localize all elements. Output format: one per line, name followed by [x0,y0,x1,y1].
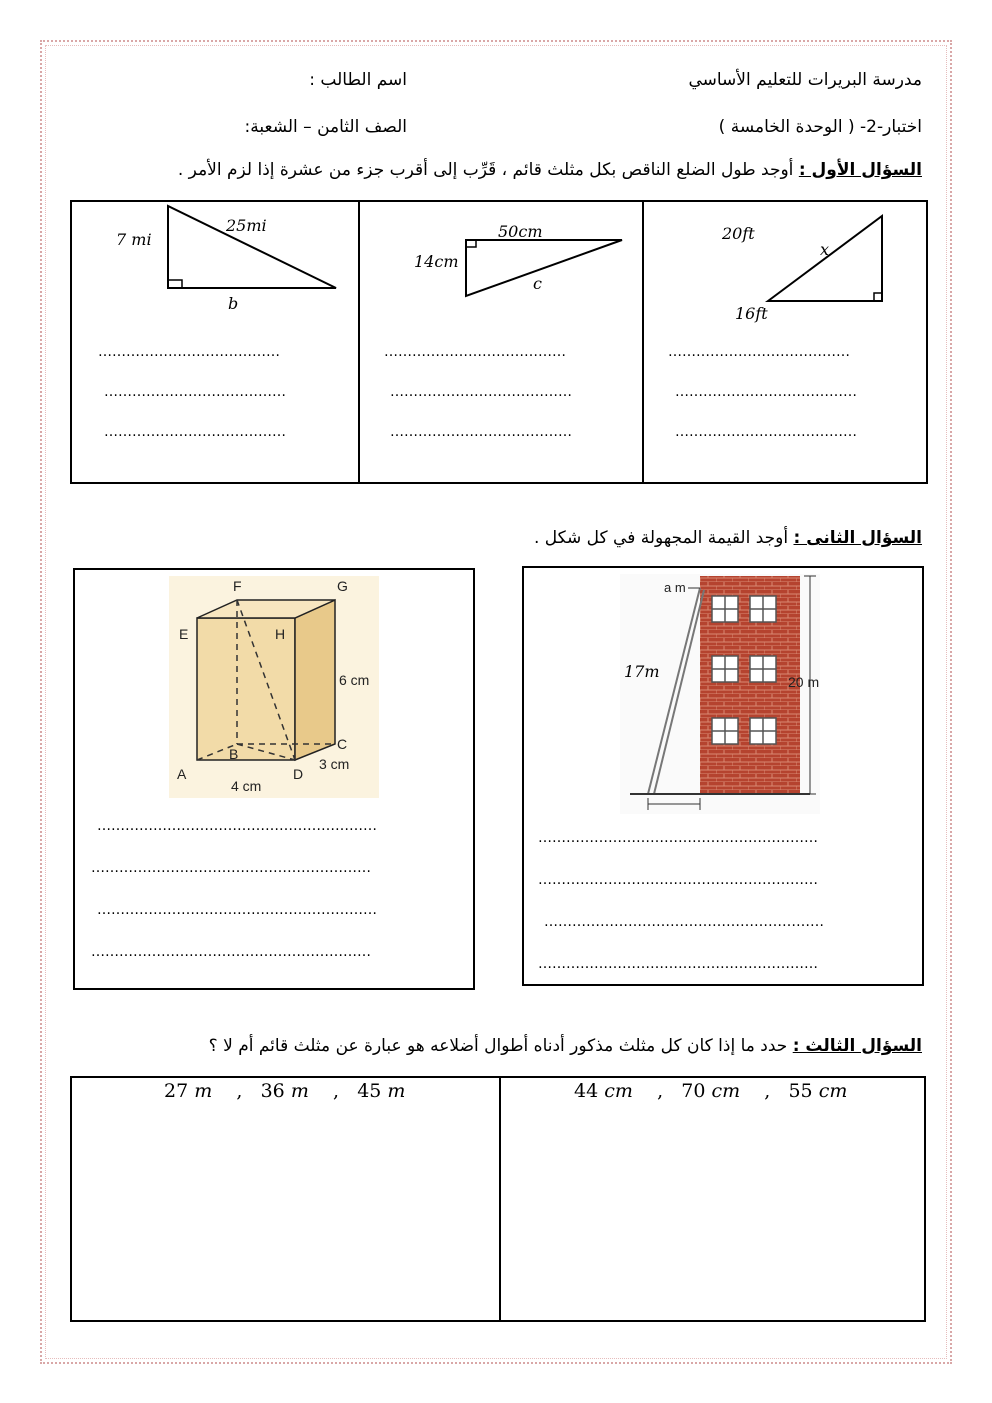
answer-line[interactable]: ………………………………… [390,424,572,440]
tri3-hypotenuse: 25mi [226,216,267,235]
tri3-side: 7 mi [116,230,152,249]
vertex-A: A [177,766,187,782]
vertex-G: G [337,578,348,594]
answer-line[interactable]: ………………………………… [668,344,850,360]
answer-line[interactable]: ………………………………… [104,384,286,400]
prism-height: 6 cm [339,672,370,688]
answer-line[interactable]: …………………………………………………… [91,944,371,960]
triangle-3 [72,202,358,332]
vertex-F: F [233,578,242,594]
q1-text: أوجد طول الضلع الناقص بكل مثلث قائم ، قَرِّب إلى أقرب جزء من عشرة إذا لزم الأمر . [177,160,794,180]
building-figure [620,574,820,814]
prism-width: 3 cm [319,756,350,772]
tri2-side: 14cm [414,252,459,271]
vertex-B: B [229,746,239,762]
answer-line[interactable]: ………………………………… [675,424,857,440]
tri1-base: 16ft [735,304,768,323]
answer-line[interactable]: ………………………………… [104,424,286,440]
triangle-1 [642,202,928,332]
vertex-C: C [337,736,348,752]
q3-table [70,1076,926,1322]
q1-table [70,200,928,484]
answer-line[interactable]: …………………………………………………… [97,902,377,918]
q2-label: السؤال الثانى : [793,528,922,548]
q2-building-box [522,566,924,986]
q3-divider [499,1078,501,1320]
q3-set-2: 27 m , 36 m , 45 m [164,1080,406,1102]
q3-label: السؤال الثالث : [792,1036,922,1056]
q2-text: أوجد القيمة المجهولة في كل شكل . [533,528,789,548]
tri2-unknown: c [533,274,542,293]
q2-prompt [534,528,922,548]
q2-prism-box [73,568,475,990]
prism-length: 4 cm [231,778,262,794]
answer-line[interactable]: …………………………………………………… [91,860,371,876]
tri3-unknown: b [228,294,239,313]
answer-line[interactable]: …………………………………………………… [538,872,818,888]
answer-line[interactable]: ………………………………… [390,384,572,400]
school-name: مدرسة البريرات للتعليم الأساسي [688,70,922,90]
answer-line[interactable]: …………………………………………………… [544,914,824,930]
q3-set-1: 44 cm , 70 cm , 55 cm [574,1080,848,1102]
q1-label: السؤال الأول : [798,160,922,180]
answer-line[interactable]: …………………………………………………… [538,956,818,972]
exam-title: اختبار-2- ( الوحدة الخامسة ) [718,117,922,137]
q3-text: حدد ما إذا كان كل مثلث مذكور أدناه أطوال أضلاعه هو عبارة عن مثلث قائم أم لا ؟ [208,1036,788,1056]
vertex-H: H [275,626,286,642]
tri1-unknown: x [820,240,830,259]
building-height: 20 m [788,674,820,690]
vertex-E: E [179,626,189,642]
vertex-D: D [293,766,304,782]
grade-label: الصف الثامن – الشعبة: [244,117,407,137]
answer-line[interactable]: …………………………………………………… [538,830,818,846]
student-name-label: اسم الطالب : [309,70,407,90]
answer-line[interactable]: ………………………………… [98,344,280,360]
answer-line[interactable]: ………………………………… [675,384,857,400]
tri2-top: 50cm [498,222,543,241]
q1-prompt [178,160,922,180]
tri1-hypotenuse: 20ft [722,224,755,243]
ladder-length: 17m [624,662,660,681]
answer-line[interactable]: ………………………………… [384,344,566,360]
q3-prompt [209,1036,922,1056]
building-top-label: a m [664,580,686,595]
answer-line[interactable]: …………………………………………………… [97,818,377,834]
